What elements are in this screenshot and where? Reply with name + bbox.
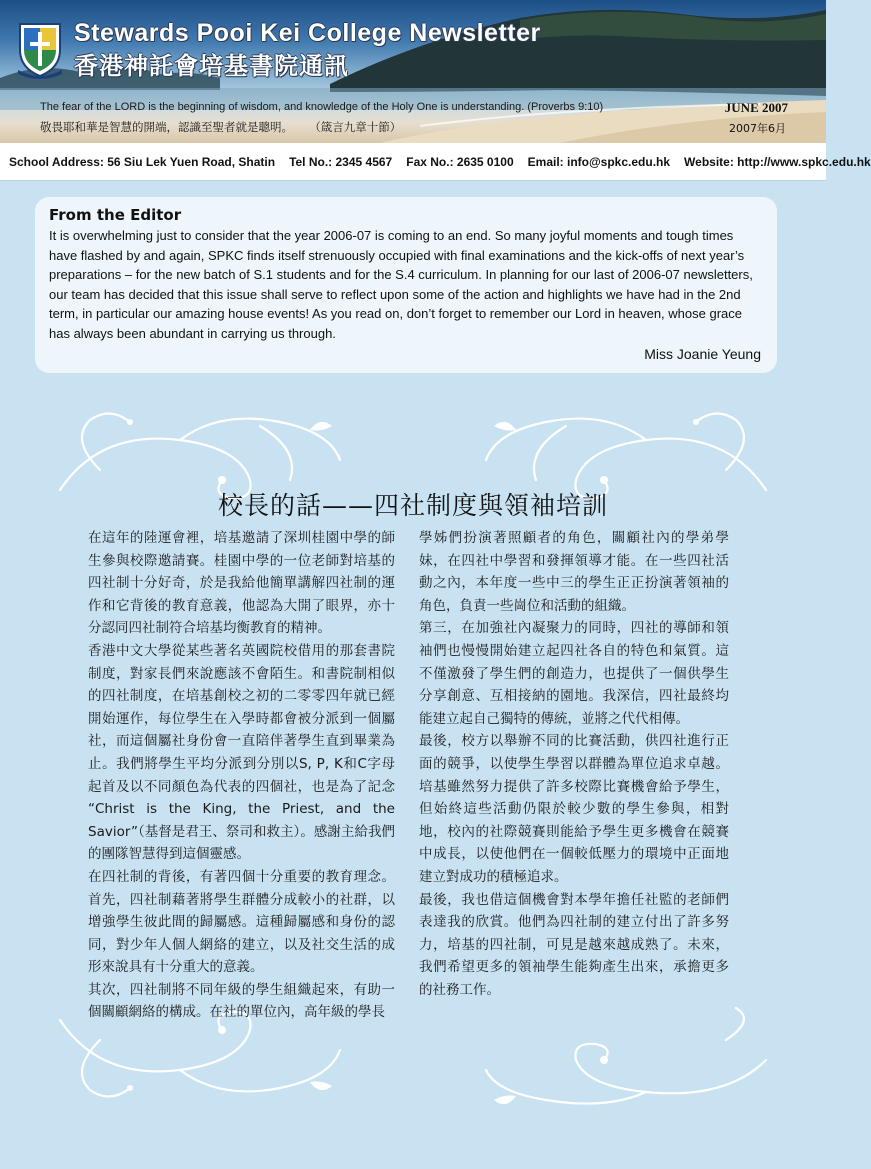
email-address[interactable]: Email: info@spkc.edu.hk — [527, 154, 671, 169]
fax-number: Fax No.: 2635 0100 — [406, 154, 514, 169]
article-paragraph: 在四社制的背後，有著四個十分重要的教育理念。首先，四社制藉著將學生群體分成較小的社群，以增強學生彼此間的歸屬感。這種歸屬感和身份的認同，對少年人個人網絡的建立，以及社交生活的成形來說具有十分重大的意義。 — [88, 868, 395, 976]
website-link[interactable]: Website: http://www.spkc.edu.hk — [684, 154, 871, 169]
article-paragraph: 在這年的陸運會裡，培基邀請了深圳桂園中學的師生參與校際邀請賽。桂園中學的一位老師對培基的四社制十分好奇，於是我給他簡單講解四社制的運作和它背後的教育意義，他認為大開了眼界，亦十分認同四社制符合培基均衡教育的精神。 — [88, 530, 395, 637]
motto-verse-zh — [40, 119, 401, 135]
motto-verse-zh-ref: （箴言九章十節） — [315, 120, 402, 134]
article-paragraph: 最後，我也借這個機會對本學年擔任社監的老師們表達我的欣賞。他們為四社制的建立付出了許多努力，培基的四社制，可見是越來越成熟了。未來，我們希望更多的領袖學生能夠產生出來，承擔更多的社務工作。 — [419, 891, 729, 998]
article-right-column — [419, 527, 729, 1001]
article-paragraph: 學姊們扮演著照顧者的角色，關顧社內的學弟學妹，在四社中學習和發揮領導才能。在一些四社活動之內，本年度一些中三的學生正正扮演著領袖的角色，負責一些崗位和活動的組織。 — [419, 530, 729, 614]
editor-heading: From the Editor — [49, 206, 182, 224]
article-title: 校長的話——四社制度與領袖培訓 — [217, 491, 608, 520]
masthead-banner — [0, 0, 826, 143]
motto-verse-zh-text: 敬畏耶和華是智慧的開端，認識至聖者就是聰明。 — [40, 120, 293, 134]
article-paragraph: 香港中文大學從某些著名英國院校借用的那套書院制度，對家長們來說應該不會陌生。和書院制相似的四社制度，在培基創校之初的二零零四年就已經開始運作，每位學生在入學時都會被分派到一個屬社，而這個屬社身份會一直陪伴著學生直到畢業為止。我們將學生平均分派到分別以S, P, K和C字母起首及以不同顏色為代表的四個社，也是為了記念 “Christ is the King, the Priest, and the Savior”（基督是君王、祭司和救主）。感謝主給我們的團隊智慧得到這個靈感。 — [88, 642, 395, 863]
issue-date-zh: 2007年6月 — [729, 122, 786, 135]
newsletter-title-zh: 香港神託會培基書院通訊 — [74, 52, 349, 80]
issue-date-en: JUNE 2007 — [724, 100, 788, 115]
contact-bar — [0, 143, 871, 181]
article-paragraph: 第三，在加強社內凝聚力的同時，四社的導師和領袖們也慢慢開始建立起四社各自的特色和氣質。這不僅激發了學生們的創造力，也提供了一個供學生分享創意、互相接納的園地。我深信，四社最終均能建立起自己獨特的傳統，並將之代代相傳。 — [419, 620, 729, 727]
editor-signature: Miss Joanie Yeung — [644, 345, 761, 362]
newsletter-title-en: Stewards Pooi Kei College Newsletter — [74, 19, 541, 47]
telephone-number: Tel No.: 2345 4567 — [289, 154, 393, 169]
article-left-column — [88, 527, 395, 1024]
school-crest-icon — [16, 20, 64, 78]
article-paragraph: 其次，四社制將不同年級的學生組織起來，有助一個關顧網絡的構成。在社的單位內，高年級的學長 — [88, 981, 395, 1021]
editor-body: It is overwhelming just to consider that the year 2006-07 is coming to an end. So many joyful moments and tough times have flashed by and again, SPKC finds itself strenuously occupied with final examinations and the kick-offs of next year’s preparations – for the new batch of S.1 students and for the S.4 curriculum. In planning for our last of 2006-07 newsletters, our team has decided that this issue shall serve to reflect upon some of the action and highlights we have had in the 2nd term, in particular our amazing house events! As you read on, don’t forget to remember our Lord in heaven, whose grace has always been abundant in carrying us through. — [49, 228, 753, 341]
editor-note-box — [35, 197, 777, 373]
article-paragraph: 最後，校方以舉辦不同的比賽活動，供四社進行正面的競爭，以使學生學習以群體為單位追求卓越。培基雖然努力提供了許多校際比賽機會給予學生，但始終這些活動仍限於較少數的學生參與，相對地，校內的社際競賽則能給予學生更多機會在競賽中成長，以使他們在一個較低壓力的環境中正面地建立對成功的積極追求。 — [419, 733, 729, 885]
school-address: School Address: 56 Siu Lek Yuen Road, Shatin — [9, 154, 276, 169]
motto-verse-en: The fear of the LORD is the beginning of wisdom, and knowledge of the Holy One is understanding. (Proverbs 9:10) — [40, 101, 604, 113]
